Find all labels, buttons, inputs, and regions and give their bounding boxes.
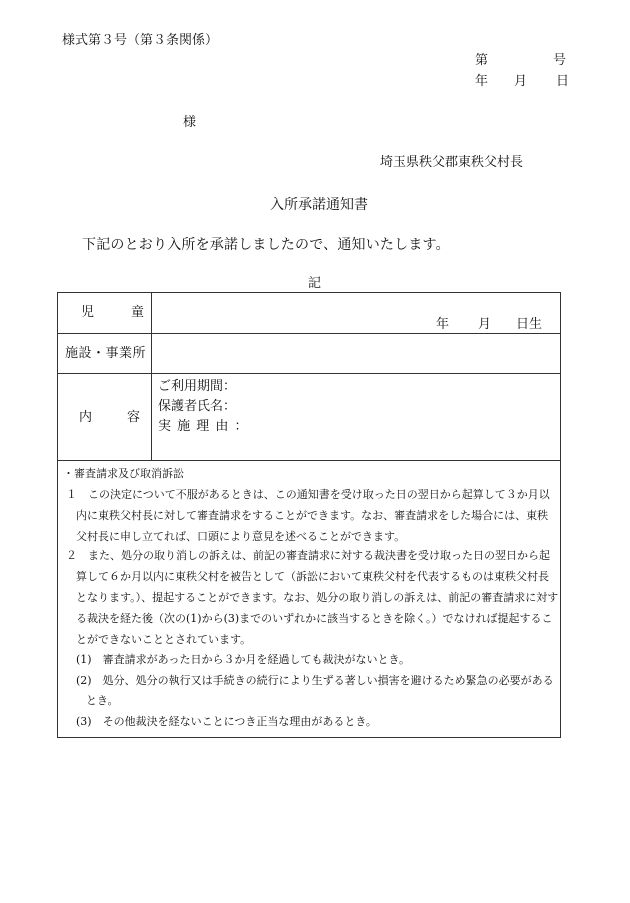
notice-line: 内に東秩父村長に対して審査請求をすることができます。なお、審査請求をした場合には、東秩	[76, 509, 549, 522]
notice-line: １ この決定について不服があるときは、この通知書を受け取った日の翌日から起算して３か月以	[66, 488, 550, 501]
child-label: 児 童	[81, 305, 157, 320]
birth-month: 月	[478, 317, 492, 332]
lead-text: 下記のとおり入所を承諾しましたので、通知いたします。	[82, 237, 450, 253]
notice-line: とができないこととされています。	[76, 633, 252, 646]
reason-label: 実 施 理 由 ：	[158, 419, 249, 434]
notice-line: (3) その他裁決を経ないことにつき正当な理由があるとき。	[76, 715, 377, 728]
row-divider	[58, 460, 560, 461]
recipient-honorific: 様	[183, 115, 197, 130]
form-id: 様式第３号（第３条関係）	[62, 33, 219, 48]
guardian-label: 保護者氏名：	[158, 399, 237, 414]
birth-suffix: 日生	[516, 317, 543, 332]
row-divider	[58, 333, 560, 334]
content-label: 内 容	[79, 410, 152, 425]
issuer: 埼玉県秩父郡東秩父村長	[380, 155, 524, 170]
notice-heading: ・審査請求及び取消訴訟	[63, 467, 184, 480]
notice-line: 算して６か月以内に東秩父村を被告として（訴訟において東秩父村を代表するものは東秩父村長	[76, 570, 549, 583]
date-year: 年	[475, 74, 489, 89]
number-prefix: 第	[475, 53, 489, 68]
form-table	[57, 292, 561, 738]
page-title: 入所承諾通知書	[270, 197, 368, 213]
notice-line: ２ また、処分の取り消しの訴えは、前記の審査請求に対する裁決書を受け取った日の翌日から起	[66, 549, 550, 562]
date-month: 月	[514, 74, 528, 89]
notice-line: る裁決を経た後（次の(1)から(3)までのいずれかに該当するときを除く。）でなければ提起するこ	[76, 612, 553, 625]
notice-line: (2) 処分、処分の執行又は手続きの続行により生ずる著しい損害を避けるため緊急の必要がある	[76, 674, 554, 687]
birth-year: 年	[436, 317, 450, 332]
period-label: ご利用期間：	[158, 379, 237, 394]
notice-line: となります。）、提起することができます。なお、処分の取り消しの訴えは、前記の審査請求に対す	[76, 591, 559, 604]
facility-label: 施設・事業所	[65, 346, 147, 361]
ki-marker: 記	[308, 276, 322, 291]
notice-line: (1) 審査請求があった日から３か月を経過しても裁決がないとき。	[76, 653, 411, 666]
row-divider	[58, 373, 560, 374]
date-day: 日	[556, 74, 570, 89]
notice-line: 父村長に申し立てれば、口頭により意見を述べることができます。	[76, 530, 406, 543]
number-suffix: 号	[553, 53, 567, 68]
notice-line: とき。	[86, 694, 119, 707]
